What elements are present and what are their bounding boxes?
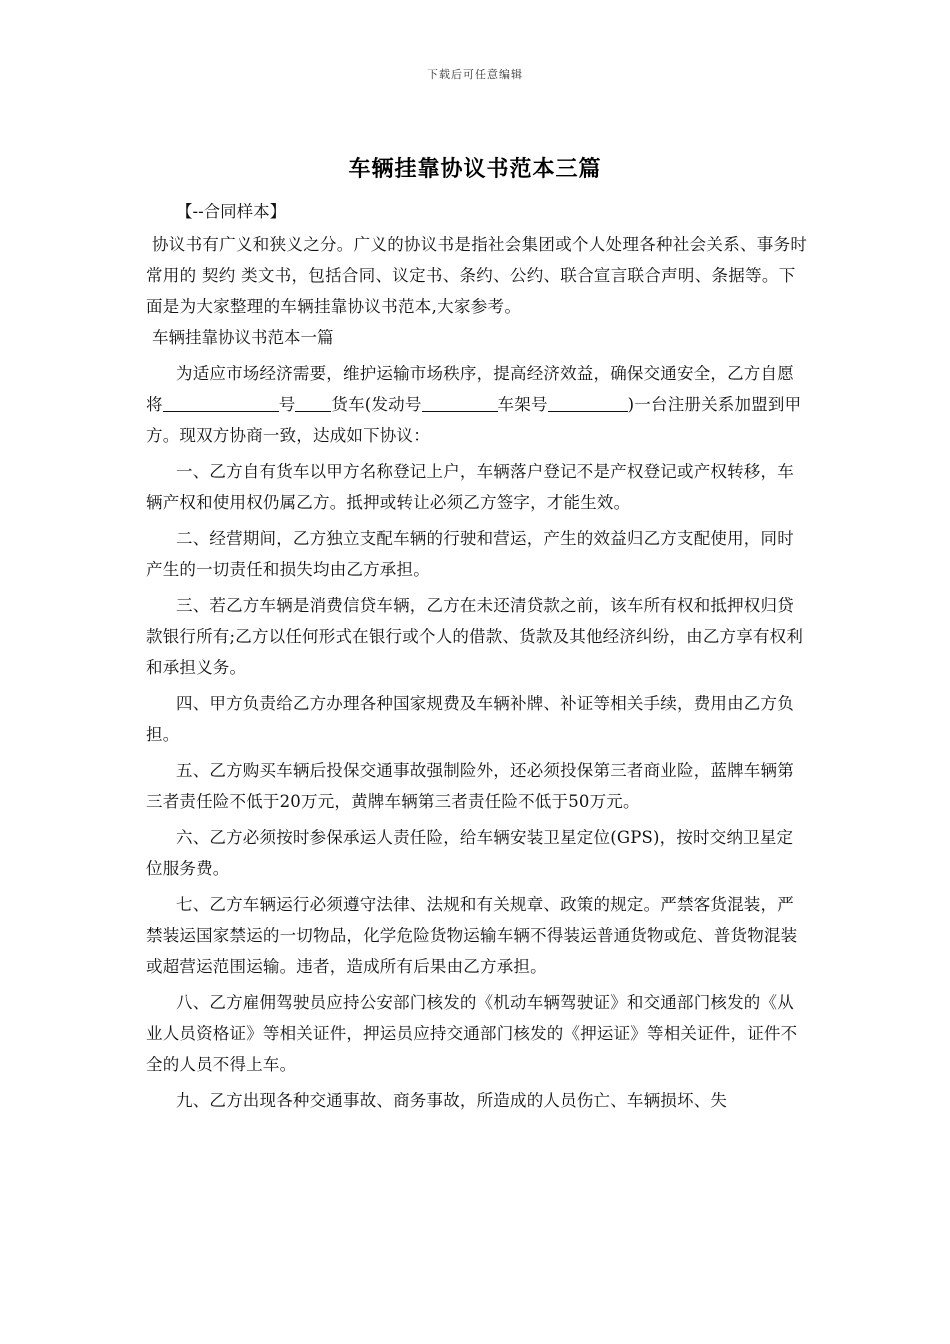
intro-paragraph: 协议书有广义和狭义之分。广义的协议书是指社会集团或个人处理各种社会关系、事务时常用的 契约 类文书，包括合同、议定书、条约、公约、联合宣言联合声明、条据等。下面是为大家整理的车辆挂靠协议书范本,大家参考。	[146, 235, 808, 316]
preamble-text-3: 货车(发动号	[331, 395, 422, 414]
frame-number-blank[interactable]	[548, 393, 628, 412]
sample-tag: 【--合同样本】	[176, 202, 287, 221]
section-heading: 车辆挂靠协议书范本一篇	[152, 328, 334, 347]
clause-5: 五、乙方购买车辆后投保交通事故强制险外，还必须投保第三者商业险，蓝牌车辆第三者责任险不低于20万元，黄牌车辆第三者责任险不低于50万元。	[146, 761, 794, 811]
clause-3: 三、若乙方车辆是消费信贷车辆，乙方在未还清贷款之前，该车所有权和抵押权归贷款银行所有;乙方以任何形式在银行或个人的借款、货款及其他经济纠纷，由乙方享有权利和承担义务。	[146, 596, 804, 677]
clause-2: 二、经营期间，乙方独立支配车辆的行驶和营运，产生的效益归乙方支配使用，同时产生的一切责任和损失均由乙方承担。	[146, 529, 794, 579]
preamble-text-4: 车架号	[497, 395, 548, 414]
clause-8: 八、乙方雇佣驾驶员应持公安部门核发的《机动车辆驾驶证》和交通部门核发的《从业人员资格证》等相关证件，押运员应持交通部门核发的《押运证》等相关证件，证件不全的人员不得上车。	[146, 993, 798, 1074]
engine-number-blank[interactable]	[422, 393, 498, 412]
preamble-text-2: 号	[278, 395, 296, 414]
preamble-text-5: )一台注册关系加盟到甲方。现双方协商一致，达成如下协议：	[146, 395, 802, 445]
clause-9: 九、乙方出现各种交通事故、商务事故，所造成的人员伤亡、车辆损坏、失	[176, 1091, 728, 1110]
preamble-text-1: 为适应市场经济需要，维护运输市场秩序，提高经济效益，确保交通安全，乙方自愿将	[146, 364, 794, 414]
document-body	[146, 196, 808, 1116]
document-title: 车辆挂靠协议书范本三篇	[348, 156, 602, 182]
clause-7: 七、乙方车辆运行必须遵守法律、法规和有关规章、政策的规定。严禁客货混装，严禁装运国家禁运的一切物品，化学危险货物运输车辆不得装运普通货物或危、普货物混装或超营运范围运输。违者，造成所有后果由乙方承担。	[146, 895, 798, 976]
plate-number-blank[interactable]	[163, 393, 279, 412]
preamble-paragraph	[146, 358, 808, 451]
truck-type-blank[interactable]	[295, 393, 331, 412]
clause-1: 一、乙方自有货车以甲方名称登记上户，车辆落户登记不是产权登记或产权转移，车辆产权和使用权仍属乙方。抵押或转让必须乙方签字，才能生效。	[146, 462, 794, 512]
clause-4: 四、甲方负责给乙方办理各种国家规费及车辆补牌、补证等相关手续，费用由乙方负担。	[146, 694, 794, 744]
clause-6: 六、乙方必须按时参保承运人责任险，给车辆安装卫星定位(GPS)，按时交纳卫星定位服务费。	[146, 828, 794, 878]
page-header-note: 下载后可任意编辑	[427, 68, 523, 81]
